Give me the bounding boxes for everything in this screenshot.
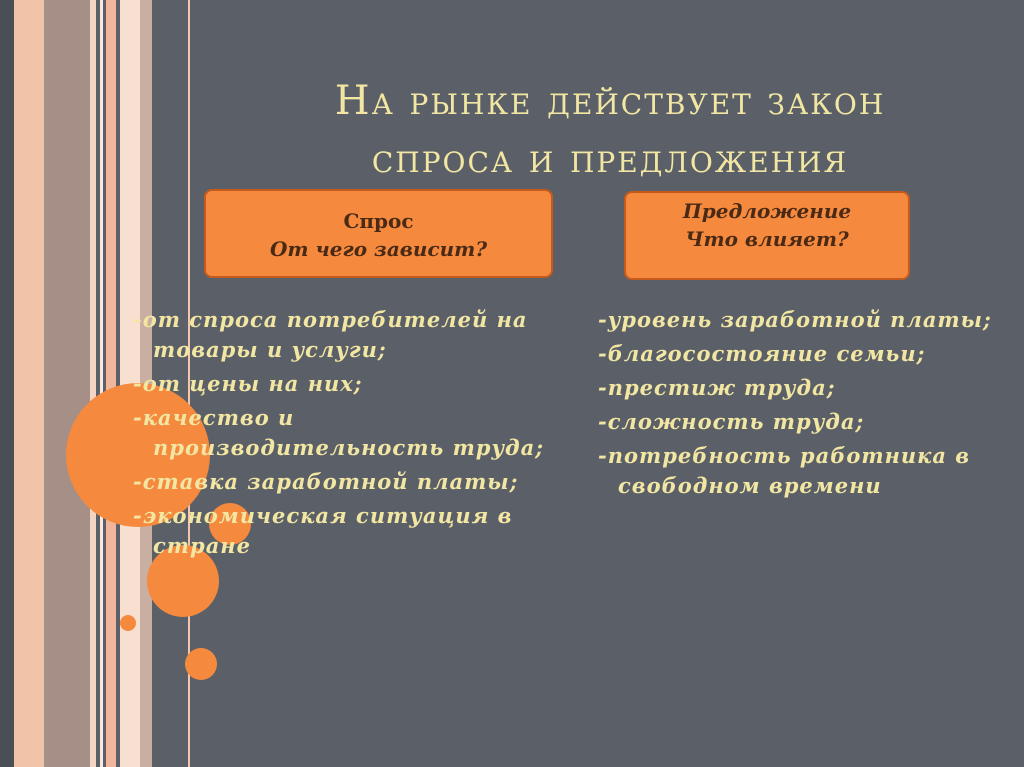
list-item: -престиж труда; <box>598 375 836 400</box>
list-item: -качество и производительность труда; <box>133 405 545 460</box>
slide-title-line1: На рынке действует закон <box>334 78 886 124</box>
list-item: -сложность труда; <box>598 409 865 434</box>
list-item: -уровень заработной платы; <box>598 307 992 332</box>
demand-list <box>133 305 573 565</box>
stripe-dark-left <box>0 0 14 767</box>
demand-question: От чего зависит? <box>269 237 488 261</box>
stripe-pink <box>106 0 116 767</box>
supply-question: Что влияет? <box>685 227 849 251</box>
list-item: -ставка заработной платы; <box>133 469 519 494</box>
slide-title-line2: спроса и предложения <box>371 136 849 182</box>
supply-list <box>598 305 998 505</box>
demand-heading: Спрос <box>343 209 414 233</box>
list-item: -благосостояние семьи; <box>598 341 926 366</box>
supply-heading: Предложение <box>682 199 852 223</box>
stripe-peach <box>14 0 44 767</box>
stripe-white-thin <box>100 0 103 767</box>
decor-circle-tiny <box>120 615 136 631</box>
list-item: -потребность работника в свободном времени <box>598 443 971 498</box>
stripe-taupe <box>44 0 90 767</box>
decor-circle-bottom <box>185 648 217 680</box>
supply-header-box <box>624 191 910 280</box>
list-item: -от цены на них; <box>133 371 363 396</box>
demand-header-box <box>204 189 553 278</box>
list-item: -экономическая ситуация в стране <box>133 503 513 558</box>
slide-title <box>260 72 960 188</box>
stripe-light <box>90 0 96 767</box>
list-item: -от спроса потребителей на товары и услуги; <box>133 307 528 362</box>
